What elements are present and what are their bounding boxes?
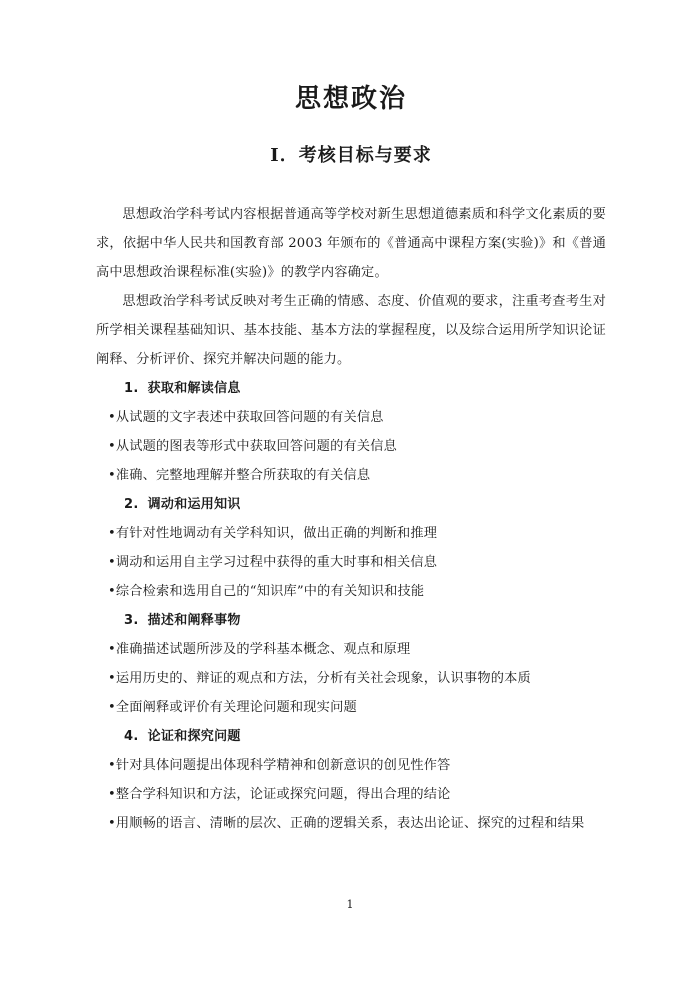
list-item	[96, 635, 606, 664]
paragraph-2: 思想政治学科考试反映对考生正确的情感、态度、价值观的要求，注重考查考生对所学相关课程基础知识、基本技能、基本方法的掌握程度，以及综合运用所学知识论证阐释、分析评价、探究并解决问题的能力。	[96, 294, 606, 367]
list-item	[96, 403, 606, 432]
list-item-text: 从试题的文字表述中获取回答问题的有关信息	[115, 410, 384, 425]
bullet-dot-icon: •	[108, 758, 116, 773]
item-heading-1	[96, 374, 606, 403]
bullet-dot-icon: •	[108, 468, 116, 483]
item-heading-text-3: 描述和阐释事物	[147, 613, 241, 628]
list-item-text: 运用历史的、辩证的观点和方法，分析有关社会现象，认识事物的本质	[115, 671, 531, 686]
item-number-2: 2.	[124, 497, 139, 512]
item-number-3: 3.	[124, 613, 139, 628]
section-heading: Ⅰ．考核目标与要求	[270, 145, 432, 166]
list-item	[96, 751, 606, 780]
list-item-text: 从试题的图表等形式中获取回答问题的有关信息	[115, 439, 398, 454]
list-item	[96, 461, 606, 490]
list-item	[96, 577, 606, 606]
document-body	[96, 0, 606, 838]
list-item-text: 针对具体问题提出体现科学精神和创新意识的创见性作答	[115, 758, 451, 773]
bullet-dot-icon: •	[108, 555, 116, 570]
list-item	[96, 809, 606, 838]
list-item	[96, 548, 606, 577]
item-heading-2	[96, 490, 606, 519]
bullet-dot-icon: •	[108, 526, 116, 541]
list-item-text: 综合检索和选用自己的“知识库”中的有关知识和技能	[115, 584, 425, 599]
item-heading-4	[96, 722, 606, 751]
list-item-text: 全面阐释或评价有关理论问题和现实问题	[115, 700, 357, 715]
page-number: 1	[346, 898, 354, 911]
list-item-text: 用顺畅的语言、清晰的层次、正确的逻辑关系，表达出论证、探究的过程和结果	[115, 816, 585, 831]
list-item	[96, 780, 606, 809]
list-item-text: 调动和运用自主学习过程中获得的重大时事和相关信息	[115, 555, 438, 570]
list-item-text: 准确描述试题所涉及的学科基本概念、观点和原理	[115, 642, 411, 657]
bullet-dot-icon: •	[108, 410, 116, 425]
list-item-text: 准确、完整地理解并整合所获取的有关信息	[115, 468, 371, 483]
list-item-text: 整合学科知识和方法，论证或探究问题，得出合理的结论	[115, 787, 451, 802]
paragraph-1: 思想政治学科考试内容根据普通高等学校对新生思想道德素质和科学文化素质的要求，依据中华人民共和国教育部 2003 年颁布的《普通高中课程方案(实验)》和《普通高中思想政治课程标准(实验)》的教学内容确定。	[96, 207, 606, 280]
list-item	[96, 664, 606, 693]
bullet-dot-icon: •	[108, 700, 116, 715]
bullet-dot-icon: •	[108, 787, 116, 802]
bullet-dot-icon: •	[108, 439, 116, 454]
bullet-dot-icon: •	[108, 816, 116, 831]
item-heading-text-4: 论证和探究问题	[147, 729, 241, 744]
page-title: 思想政治	[294, 84, 407, 114]
list-item	[96, 693, 606, 722]
item-heading-text-1: 获取和解读信息	[147, 381, 241, 396]
list-item	[96, 432, 606, 461]
list-item	[96, 519, 606, 548]
bullet-dot-icon: •	[108, 584, 116, 599]
item-number-4: 4.	[124, 729, 139, 744]
item-heading-text-2: 调动和运用知识	[147, 497, 241, 512]
item-number-1: 1.	[124, 381, 139, 396]
bullet-dot-icon: •	[108, 671, 116, 686]
bullet-dot-icon: •	[108, 642, 116, 657]
list-item-text: 有针对性地调动有关学科知识，做出正确的判断和推理	[115, 526, 438, 541]
item-heading-3	[96, 606, 606, 635]
